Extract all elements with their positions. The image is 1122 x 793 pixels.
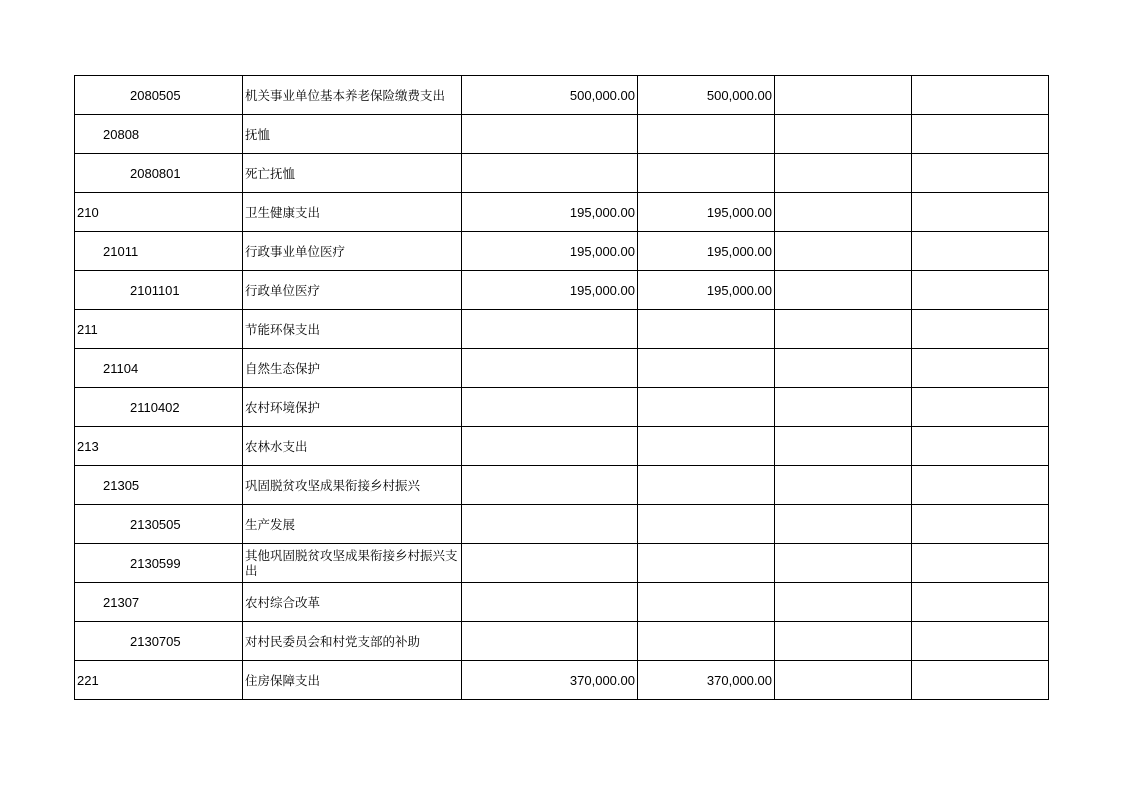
row-amount-4	[912, 115, 1049, 154]
row-amount-1: 500,000.00	[462, 76, 638, 115]
row-amount-3	[775, 427, 912, 466]
row-amount-3	[775, 388, 912, 427]
table-row	[75, 388, 1049, 427]
row-name: 对村民委员会和村党支部的补助	[243, 622, 462, 661]
row-amount-4	[912, 505, 1049, 544]
row-amount-1: 195,000.00	[462, 193, 638, 232]
row-amount-1	[462, 583, 638, 622]
row-code: 21307	[75, 583, 243, 622]
row-code: 20808	[75, 115, 243, 154]
table-row	[75, 427, 1049, 466]
row-amount-1: 195,000.00	[462, 271, 638, 310]
row-name: 行政事业单位医疗	[243, 232, 462, 271]
row-amount-4	[912, 427, 1049, 466]
row-amount-1	[462, 115, 638, 154]
row-amount-2	[638, 505, 775, 544]
row-amount-4	[912, 583, 1049, 622]
row-amount-1	[462, 154, 638, 193]
table-row	[75, 583, 1049, 622]
row-name: 死亡抚恤	[243, 154, 462, 193]
row-code: 21305	[75, 466, 243, 505]
row-amount-2	[638, 622, 775, 661]
row-name: 农村综合改革	[243, 583, 462, 622]
row-code: 2110402	[75, 388, 243, 427]
row-code: 210	[75, 193, 243, 232]
table-row	[75, 115, 1049, 154]
row-amount-2: 195,000.00	[638, 232, 775, 271]
row-amount-1	[462, 544, 638, 583]
row-amount-3	[775, 154, 912, 193]
row-amount-3	[775, 505, 912, 544]
row-name: 抚恤	[243, 115, 462, 154]
table-row	[75, 154, 1049, 193]
row-amount-3	[775, 661, 912, 700]
table-row	[75, 661, 1049, 700]
row-amount-2	[638, 544, 775, 583]
row-code: 2130599	[75, 544, 243, 583]
table-row	[75, 505, 1049, 544]
row-amount-4	[912, 388, 1049, 427]
table-row	[75, 193, 1049, 232]
row-amount-1: 195,000.00	[462, 232, 638, 271]
row-amount-4	[912, 622, 1049, 661]
row-amount-1	[462, 466, 638, 505]
table-row	[75, 622, 1049, 661]
row-code: 2101101	[75, 271, 243, 310]
row-name: 农林水支出	[243, 427, 462, 466]
row-name: 农村环境保护	[243, 388, 462, 427]
row-amount-2	[638, 310, 775, 349]
row-amount-1	[462, 388, 638, 427]
row-amount-1	[462, 310, 638, 349]
row-amount-4	[912, 193, 1049, 232]
row-amount-2	[638, 466, 775, 505]
row-amount-2	[638, 583, 775, 622]
row-code: 21104	[75, 349, 243, 388]
row-name: 行政单位医疗	[243, 271, 462, 310]
row-amount-4	[912, 661, 1049, 700]
table-row	[75, 349, 1049, 388]
row-amount-3	[775, 115, 912, 154]
row-amount-3	[775, 193, 912, 232]
row-amount-3	[775, 310, 912, 349]
row-code: 2080505	[75, 76, 243, 115]
row-amount-1: 370,000.00	[462, 661, 638, 700]
row-amount-2: 195,000.00	[638, 193, 775, 232]
row-amount-3	[775, 76, 912, 115]
row-amount-4	[912, 76, 1049, 115]
row-amount-3	[775, 271, 912, 310]
budget-table	[74, 75, 1049, 700]
row-code: 2130505	[75, 505, 243, 544]
table-row	[75, 76, 1049, 115]
row-name: 住房保障支出	[243, 661, 462, 700]
row-amount-3	[775, 349, 912, 388]
row-code: 221	[75, 661, 243, 700]
row-name: 节能环保支出	[243, 310, 462, 349]
row-name: 卫生健康支出	[243, 193, 462, 232]
row-amount-4	[912, 310, 1049, 349]
row-amount-2: 195,000.00	[638, 271, 775, 310]
table-row	[75, 232, 1049, 271]
row-name: 生产发展	[243, 505, 462, 544]
row-amount-1	[462, 349, 638, 388]
row-code: 2130705	[75, 622, 243, 661]
row-amount-2	[638, 388, 775, 427]
row-amount-3	[775, 232, 912, 271]
row-name: 其他巩固脱贫攻坚成果衔接乡村振兴支出	[243, 544, 462, 583]
row-amount-4	[912, 544, 1049, 583]
row-code: 2080801	[75, 154, 243, 193]
row-amount-3	[775, 622, 912, 661]
row-code: 213	[75, 427, 243, 466]
row-name: 巩固脱贫攻坚成果衔接乡村振兴	[243, 466, 462, 505]
row-amount-1	[462, 505, 638, 544]
row-amount-2	[638, 427, 775, 466]
row-amount-1	[462, 622, 638, 661]
row-amount-3	[775, 544, 912, 583]
row-amount-4	[912, 232, 1049, 271]
table-row	[75, 271, 1049, 310]
row-name: 自然生态保护	[243, 349, 462, 388]
table-row	[75, 544, 1049, 583]
row-amount-3	[775, 583, 912, 622]
row-code: 21011	[75, 232, 243, 271]
row-amount-2: 370,000.00	[638, 661, 775, 700]
row-amount-4	[912, 154, 1049, 193]
row-amount-4	[912, 466, 1049, 505]
row-amount-2	[638, 154, 775, 193]
row-amount-1	[462, 427, 638, 466]
row-amount-2	[638, 349, 775, 388]
table-row	[75, 310, 1049, 349]
table-body	[75, 76, 1049, 700]
row-amount-4	[912, 349, 1049, 388]
table-row	[75, 466, 1049, 505]
row-name: 机关事业单位基本养老保险缴费支出	[243, 76, 462, 115]
row-amount-3	[775, 466, 912, 505]
row-code: 211	[75, 310, 243, 349]
row-amount-2	[638, 115, 775, 154]
row-amount-2: 500,000.00	[638, 76, 775, 115]
row-amount-4	[912, 271, 1049, 310]
